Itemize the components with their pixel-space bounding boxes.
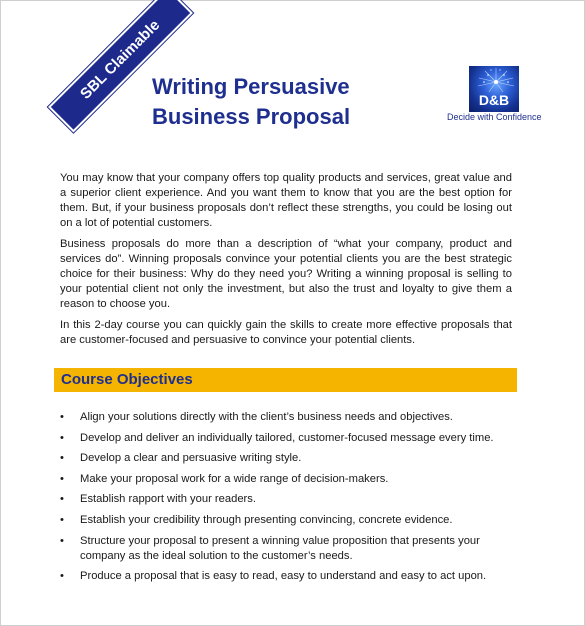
intro-paragraph: Business proposals do more than a description of “what your company, product and services do”. Winning proposals convince your potential clients you are the best strategic choice for their business: Why do they need you? Writing a winning proposal is selling to your potential client not only the investment, but also the trust and loyalty to give them a reason to choose you.: [60, 238, 512, 310]
bullet-icon: •: [60, 431, 64, 444]
intro-text: [60, 171, 512, 354]
list-item-text: Establish rapport with your readers.: [80, 493, 256, 506]
list-item: [58, 472, 498, 487]
list-item-text: Make your proposal work for a wide range of decision-makers.: [80, 472, 389, 485]
list-item-text: Produce a proposal that is easy to read, easy to understand and easy to act upon.: [80, 570, 487, 583]
list-item-text: Establish your credibility through presenting convincing, concrete evidence.: [80, 513, 453, 526]
list-item: [58, 492, 498, 507]
dnb-tagline: Decide with Confidence: [447, 112, 542, 122]
list-item: [58, 513, 498, 528]
list-item: [58, 451, 498, 466]
document-title: [152, 72, 350, 132]
sbl-claimable-label: SBL Claimable: [77, 16, 164, 103]
bullet-icon: •: [60, 411, 64, 423]
objectives-list: [58, 410, 498, 590]
list-item-text: Develop and deliver an individually tailored, customer-focused message every time.: [80, 431, 494, 444]
list-item: [58, 431, 498, 446]
bullet-icon: •: [60, 534, 64, 547]
bullet-icon: •: [60, 472, 64, 485]
list-item-text: Align your solutions directly with the client’s business needs and objectives.: [80, 411, 453, 423]
section-title: Course Objectives: [61, 371, 193, 388]
list-item: [58, 534, 498, 564]
title-line-1: Writing Persuasive: [152, 74, 350, 99]
bullet-icon: •: [60, 513, 64, 526]
intro-paragraph: In this 2-day course you can quickly gain the skills to create more effective proposals that are customer-focused and persuasive to convince your potential clients.: [60, 319, 512, 346]
list-item: [58, 410, 498, 425]
intro-paragraph: You may know that your company offers top quality products and services, great value and a superior client experience. And you want them to know that you are the best option for them. But, if your business proposals don’t reflect these strengths, you could be losing out on a lot of potential customers.: [60, 172, 512, 229]
title-line-2: Business Proposal: [152, 104, 351, 129]
bullet-icon: •: [60, 452, 64, 465]
bullet-icon: •: [60, 493, 64, 506]
dnb-logo-text: D&B: [478, 92, 510, 108]
list-item-text: Develop a clear and persuasive writing style.: [80, 452, 302, 465]
bullet-icon: •: [60, 570, 64, 583]
list-item-text: Structure your proposal to present a winning value proposition that presents your company as the ideal solution to the customer’s needs.: [80, 534, 480, 562]
list-item: [58, 569, 498, 584]
